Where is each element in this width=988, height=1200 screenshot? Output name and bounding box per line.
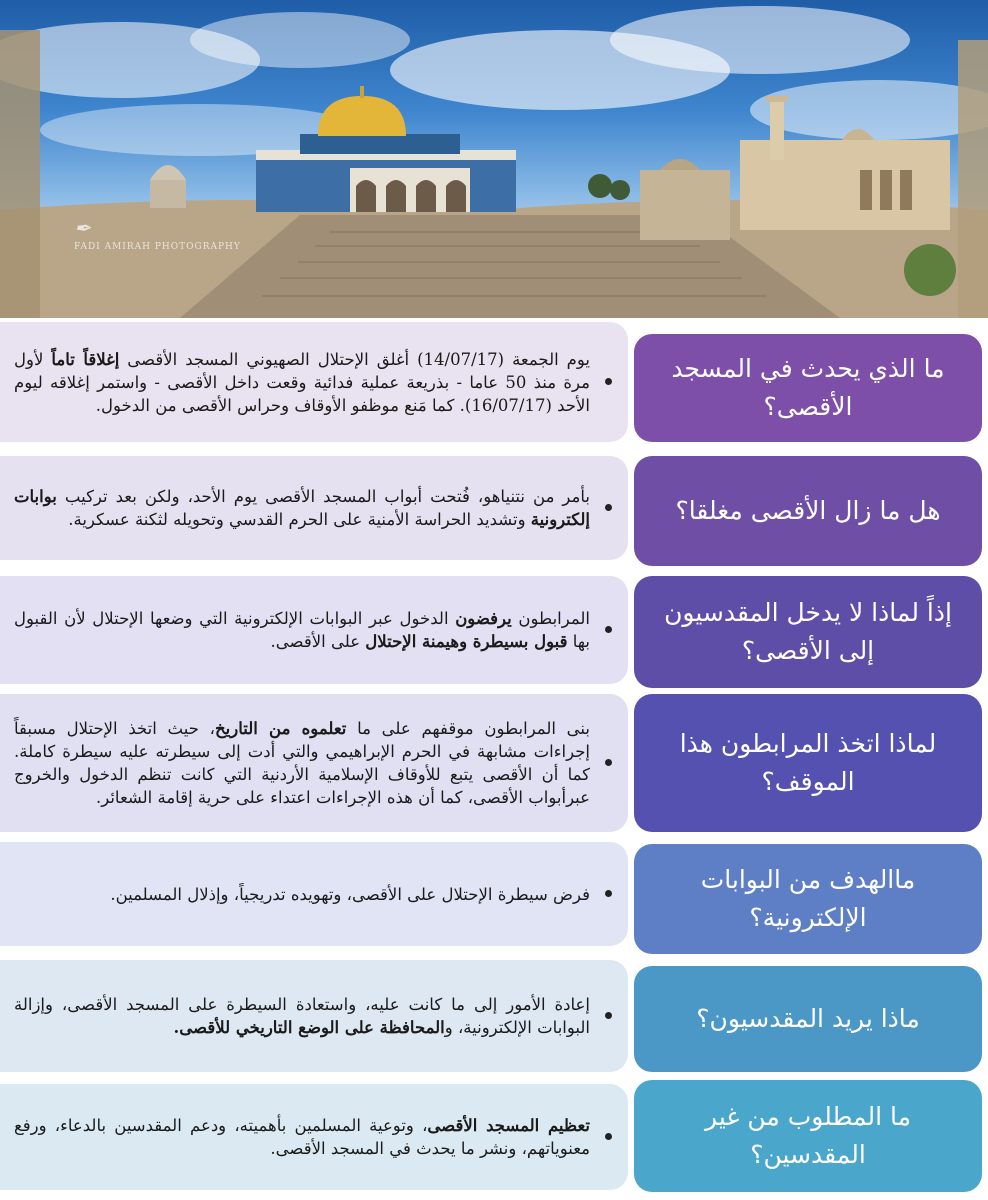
answer-text: المرابطون يرفضون الدخول عبر البوابات الإلكترونية التي وضعها الإحتلال لأن القبول بها قبول بسيطرة وهيمنة الإحتلال على الأقصى. <box>14 609 590 651</box>
question-box: لماذا اتخذ المرابطون هذا الموقف؟ <box>634 694 982 832</box>
answer-text: بنى المرابطون موقفهم على ما تعلموه من التاريخ، حيث اتخذ الإحتلال مسبقاً إجراءات مشابهة في الحرم الإبراهيمي والتي أدت إلى سيطرته عليه سيطرة كاملة. كما أن الأقصى يتبع للأوقاف الإسلامية الأردنية التي كانت تنظم الدخول والخروج عبرأبواب الأقصى، كما أن هذه الإجراءات اعتداء على حرية إقامة الشعائر. <box>14 719 590 807</box>
hero-panorama-image <box>0 0 988 318</box>
photographer-watermark <box>74 216 241 252</box>
answer-panel <box>0 576 628 684</box>
answer-panel <box>0 456 628 560</box>
qa-row <box>0 960 988 1072</box>
question-box: ما الذي يحدث في المسجد الأقصى؟ <box>634 334 982 442</box>
answer-text: بأمر من نتنياهو، فُتحت أبواب المسجد الأقصى يوم الأحد، ولكن بعد تركيب بوابات إلكترونية وتشديد الحراسة الأمنية على الحرم القدسي وتحويله لثكنة عسكرية. <box>14 487 590 529</box>
bullet-icon <box>605 504 612 511</box>
bullet-icon <box>605 626 612 633</box>
bullet-icon <box>605 378 612 385</box>
qa-row <box>0 694 988 832</box>
qa-row <box>0 1080 988 1198</box>
question-box: ما المطلوب من غير المقدسين؟ <box>634 1080 982 1192</box>
answer-panel <box>0 694 628 832</box>
qa-row <box>0 456 988 560</box>
answer-text: يوم الجمعة (14/07/17) أغلق الإحتلال الصهيوني المسجد الأقصى إغلاقاً تاماً لأول مرة منذ 50 عاما - بذريعة عملية فدائية وقعت داخل الأقصى - واستمر إغلاقه ليوم الأحد (16/07/17). كما مَنع موظفو الأوقاف وحراس الأقصى من الدخول. <box>14 349 590 415</box>
answer-text: إعادة الأمور إلى ما كانت عليه، واستعادة السيطرة على المسجد الأقصى، وإزالة البوابات الإلكترونية، والمحافظة على الوضع التاريخي للأقصى. <box>14 995 590 1037</box>
answer-panel <box>0 1084 628 1190</box>
qa-row <box>0 322 988 442</box>
question-box: ماالهدف من البوابات الإلكترونية؟ <box>634 844 982 954</box>
al-aqsa-panorama-illustration <box>0 0 988 318</box>
answer-panel <box>0 842 628 946</box>
qa-row <box>0 842 988 954</box>
answer-panel <box>0 322 628 442</box>
bullet-icon <box>605 890 612 897</box>
answer-text: فرض سيطرة الإحتلال على الأقصى، وتهويده تدريجياً، وإذلال المسلمين. <box>110 884 590 904</box>
bullet-icon <box>605 1133 612 1140</box>
answer-panel <box>0 960 628 1072</box>
question-box: ماذا يريد المقدسيون؟ <box>634 966 982 1072</box>
question-box: هل ما زال الأقصى مغلقا؟ <box>634 456 982 566</box>
question-box: إذاً لماذا لا يدخل المقدسيون إلى الأقصى؟ <box>634 576 982 688</box>
signature-mark: ✒ <box>74 216 91 240</box>
bullet-icon <box>605 759 612 766</box>
answer-text: تعظيم المسجد الأقصى، وتوعية المسلمين بأهميته، ودعم المقدسين بالدعاء، ورفع معنوياتهم، ونشر ما يحدث في المسجد الأقصى. <box>14 1116 590 1158</box>
bullet-icon <box>605 1012 612 1019</box>
watermark-text: FADI AMIRAH PHOTOGRAPHY <box>74 242 241 252</box>
qa-row <box>0 576 988 684</box>
